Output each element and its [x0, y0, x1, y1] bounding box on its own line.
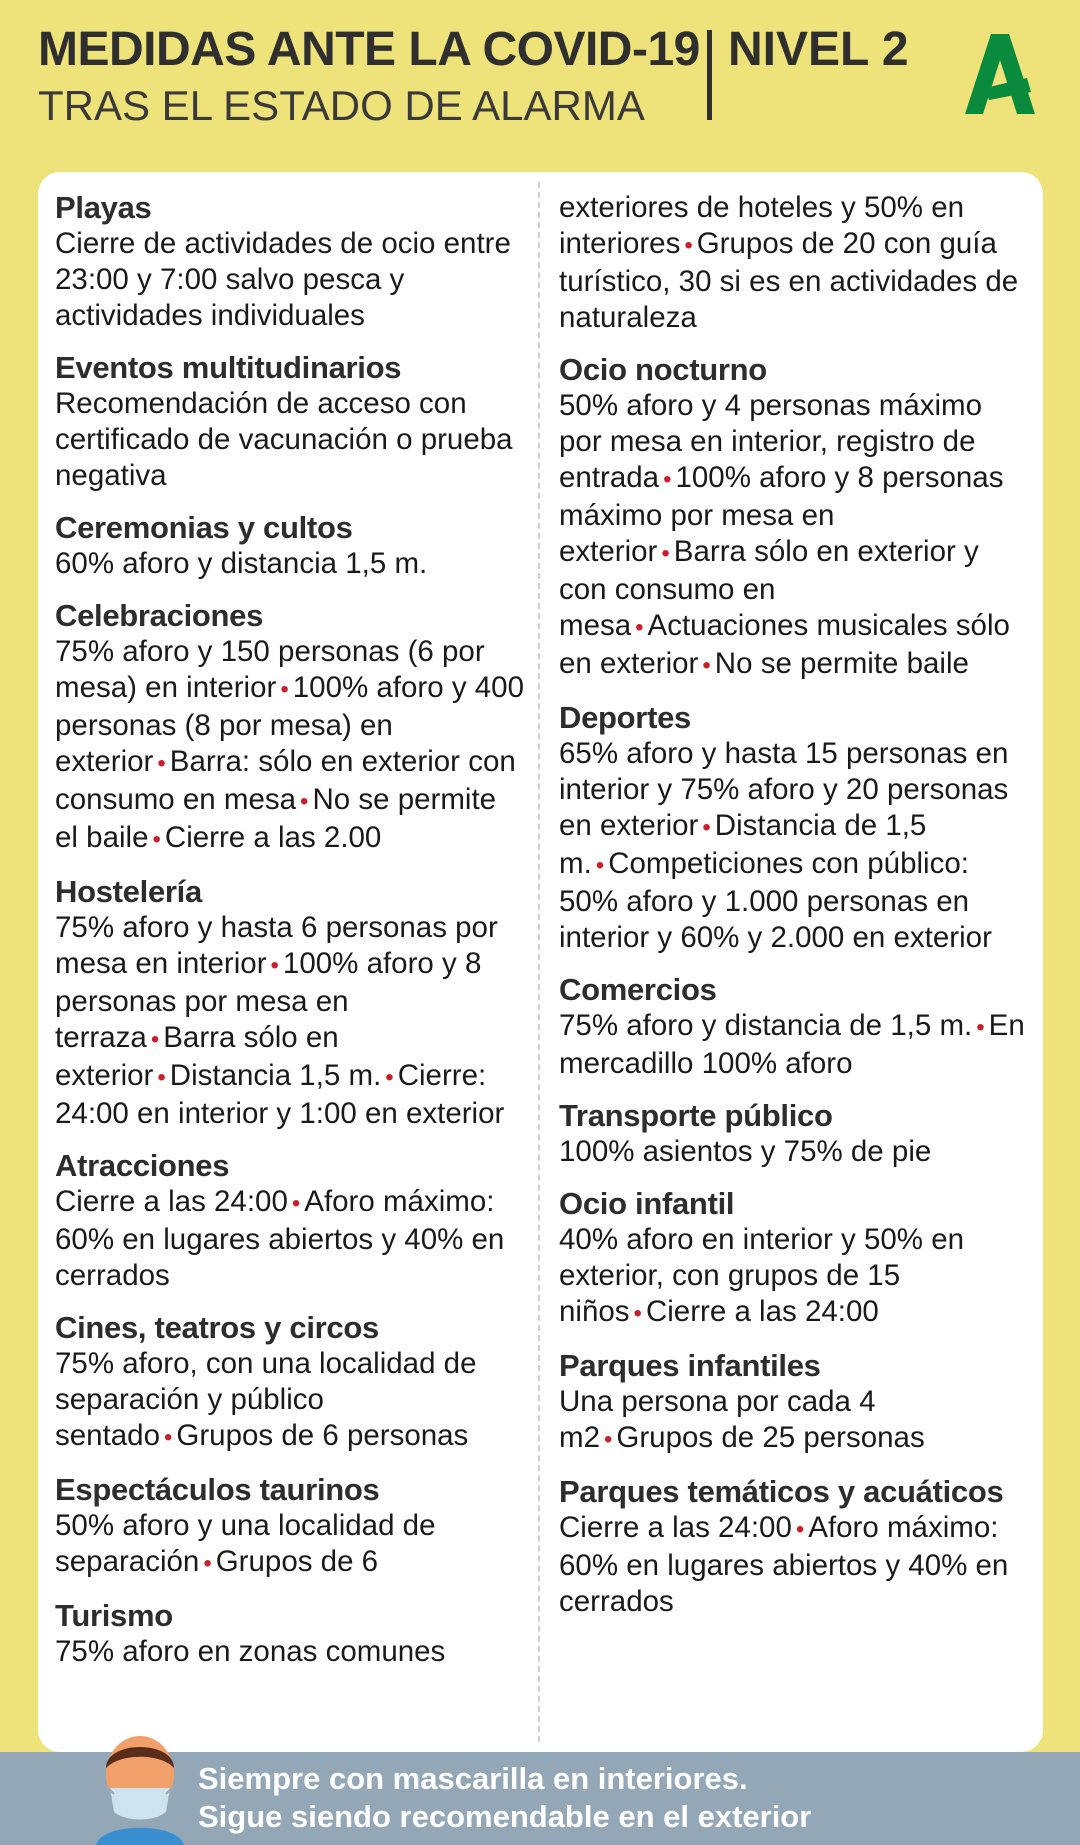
measure-section [55, 1310, 525, 1456]
section-title: Comercios [559, 972, 717, 1007]
measure-item: 75% aforo y distancia de 1,5 m. [559, 1009, 973, 1042]
section-title: Atracciones [55, 1148, 230, 1183]
bullet-separator-icon: • [595, 852, 605, 879]
footer-text [198, 1760, 811, 1836]
measure-section [559, 1098, 1029, 1170]
section-text [559, 1384, 1029, 1458]
footer-line-1: Siempre con mascarilla en interiores. [198, 1761, 748, 1796]
bullet-separator-icon: • [603, 1426, 613, 1453]
measure-section [559, 700, 1029, 956]
measure-item: Cierre: 24:00 en interior y 1:00 en exterior [55, 1059, 505, 1130]
bullet-separator-icon: • [152, 826, 161, 853]
section-text [55, 1508, 525, 1582]
measure-item: 75% aforo y 150 personas (6 por mesa) en interior [55, 635, 485, 704]
measure-section [55, 350, 525, 494]
section-title: Turismo [55, 1598, 173, 1633]
measure-item: Aforo máximo: 60% en lugares abiertos y 40% en cerrados [559, 1511, 1009, 1618]
level-label: NIVEL 2 [728, 23, 909, 76]
bullet-separator-icon: • [684, 232, 693, 259]
bullet-separator-icon: • [633, 1300, 642, 1327]
section-title: Parques infantiles [559, 1348, 821, 1383]
section-text [55, 634, 525, 858]
measure-section [559, 190, 1029, 336]
measure-item: 100% aforo y 8 personas máximo por mesa en exterior [559, 461, 1004, 568]
measure-section [55, 1472, 525, 1582]
measure-item: Grupos de 20 con guía turístico, 30 si es en actividades de naturaleza [559, 227, 1019, 334]
bullet-separator-icon: • [270, 952, 279, 979]
column-divider [538, 182, 540, 1742]
section-title: Cines, teatros y circos [55, 1310, 379, 1345]
measure-item: 100% aforo y 8 personas por mesa en terraza [55, 947, 482, 1054]
bullet-separator-icon: • [157, 750, 166, 777]
page-title: MEDIDAS ANTE LA COVID-19 [38, 23, 700, 76]
section-text [55, 910, 525, 1132]
footer-line-2: Sigue siendo recomendable en el exterior [198, 1799, 812, 1834]
measure-section [55, 1598, 525, 1670]
bullet-separator-icon: • [661, 540, 670, 567]
measure-section [559, 1186, 1029, 1332]
measure-item: Actuaciones musicales sólo en exterior [559, 609, 1010, 680]
measure-section [559, 352, 1029, 684]
measure-section [55, 598, 525, 858]
measure-section [559, 1474, 1029, 1620]
measure-item: Aforo máximo: 60% en lugares abiertos y 40% en cerrados [55, 1185, 505, 1292]
section-text [559, 388, 1029, 684]
bullet-separator-icon: • [795, 1516, 805, 1543]
section-text [55, 1184, 525, 1294]
measure-item: Cierre de actividades de ocio entre 23:00 y 7:00 salvo pesca y actividades individuales [55, 227, 511, 332]
measure-item: 100% aforo y 400 personas (8 por mesa) en exterior [55, 671, 524, 778]
bullet-separator-icon: • [702, 652, 711, 679]
section-title: Hostelería [55, 874, 202, 909]
bullet-separator-icon: • [635, 614, 644, 641]
section-text [559, 1008, 1029, 1082]
section-title: Ocio infantil [559, 1186, 735, 1221]
measure-section [559, 1348, 1029, 1458]
measure-item: 60% aforo y distancia 1,5 m. [55, 547, 428, 580]
measures-card [38, 172, 1043, 1752]
section-text [559, 190, 1029, 336]
bullet-separator-icon: • [150, 1026, 160, 1053]
section-text [55, 546, 525, 582]
measure-item: Cierre a las 2.00 [164, 821, 382, 854]
section-text [559, 1222, 1029, 1332]
section-text [55, 1634, 525, 1670]
measure-item: Recomendación de acceso con certificado de vacunación o prueba negativa [55, 387, 513, 492]
measure-section [55, 1148, 525, 1294]
measure-item: 65% aforo y hasta 15 personas en interior y 75% aforo y 20 personas en exterior [559, 737, 1009, 842]
measure-item: 75% aforo y hasta 6 personas por mesa en interior [55, 911, 498, 980]
bullet-separator-icon: • [291, 1190, 301, 1217]
bullet-separator-icon: • [157, 1064, 166, 1091]
bullet-separator-icon: • [663, 466, 672, 493]
masked-person-icon [92, 1730, 188, 1845]
page-subtitle: TRAS EL ESTADO DE ALARMA [38, 82, 645, 129]
section-title: Playas [55, 190, 152, 225]
header [0, 0, 1080, 170]
bullet-separator-icon: • [300, 788, 309, 815]
section-title: Parques temáticos y acuáticos [559, 1474, 1004, 1509]
measure-item: Una persona por cada 4 m2 [559, 1385, 876, 1454]
measure-section [55, 510, 525, 582]
title-divider [707, 30, 712, 120]
section-title: Eventos multitudinarios [55, 350, 402, 385]
measure-item: Cierre a las 24:00 [559, 1511, 792, 1544]
measure-item: Barra: sólo en exterior con consumo en mesa [55, 745, 516, 816]
measure-item: Barra sólo en exterior y con consumo en mesa [559, 535, 979, 642]
measure-item: Grupos de 6 [215, 1545, 379, 1578]
right-column [559, 190, 1029, 1636]
bullet-separator-icon: • [280, 676, 289, 703]
measure-item: Distancia 1,5 m. [169, 1059, 382, 1092]
section-title: Celebraciones [55, 598, 264, 633]
measure-item: No se permite el baile [55, 783, 497, 854]
measure-item: 40% aforo en interior y 50% en exterior, con grupos de 15 niños [559, 1223, 965, 1328]
section-title: Deportes [559, 700, 691, 735]
junta-andalucia-logo-icon [955, 30, 1045, 118]
left-column [55, 190, 525, 1686]
section-title: Espectáculos taurinos [55, 1472, 380, 1507]
measure-item: Competiciones con público: 50% aforo y 1.000 personas en interior y 60% y 2.000 en exterior [559, 847, 992, 954]
bullet-separator-icon: • [385, 1064, 394, 1091]
section-text [559, 1134, 1029, 1170]
measure-item: No se permite baile [714, 647, 969, 680]
section-title: Ceremonias y cultos [55, 510, 353, 545]
measure-item: Cierre a las 24:00 [55, 1185, 288, 1218]
bullet-separator-icon: • [203, 1550, 212, 1577]
measure-section [559, 972, 1029, 1082]
measure-item: 75% aforo, con una localidad de separación y público sentado [55, 1347, 477, 1452]
section-title: Ocio nocturno [559, 352, 767, 387]
section-text [55, 386, 525, 494]
measure-section [55, 874, 525, 1132]
measure-item: Grupos de 6 personas [176, 1419, 469, 1452]
bullet-separator-icon: • [976, 1014, 985, 1041]
measure-item: Grupos de 25 personas [616, 1421, 925, 1454]
measure-item: 50% aforo y una localidad de separación [55, 1509, 436, 1578]
measure-item: 50% aforo y 4 personas máximo por mesa en interior, registro de entrada [559, 389, 983, 494]
measure-section [55, 190, 525, 334]
section-text [559, 1510, 1029, 1620]
measure-item: 100% asientos y 75% de pie [559, 1135, 932, 1168]
bullet-separator-icon: • [163, 1424, 173, 1451]
section-text [55, 1346, 525, 1456]
bullet-separator-icon: • [702, 814, 711, 841]
measure-item: 75% aforo en zonas comunes [55, 1635, 446, 1668]
measure-item: Cierre a las 24:00 [645, 1295, 879, 1328]
measure-item: Distancia de 1,5 m. [559, 809, 927, 880]
section-text [55, 226, 525, 334]
measure-item: En mercadillo 100% aforo [559, 1009, 1025, 1080]
section-text [559, 736, 1029, 956]
measure-item: Barra sólo en exterior [55, 1021, 339, 1092]
measure-item: exteriores de hoteles y 50% en interiores [559, 191, 965, 260]
section-title: Transporte público [559, 1098, 833, 1133]
